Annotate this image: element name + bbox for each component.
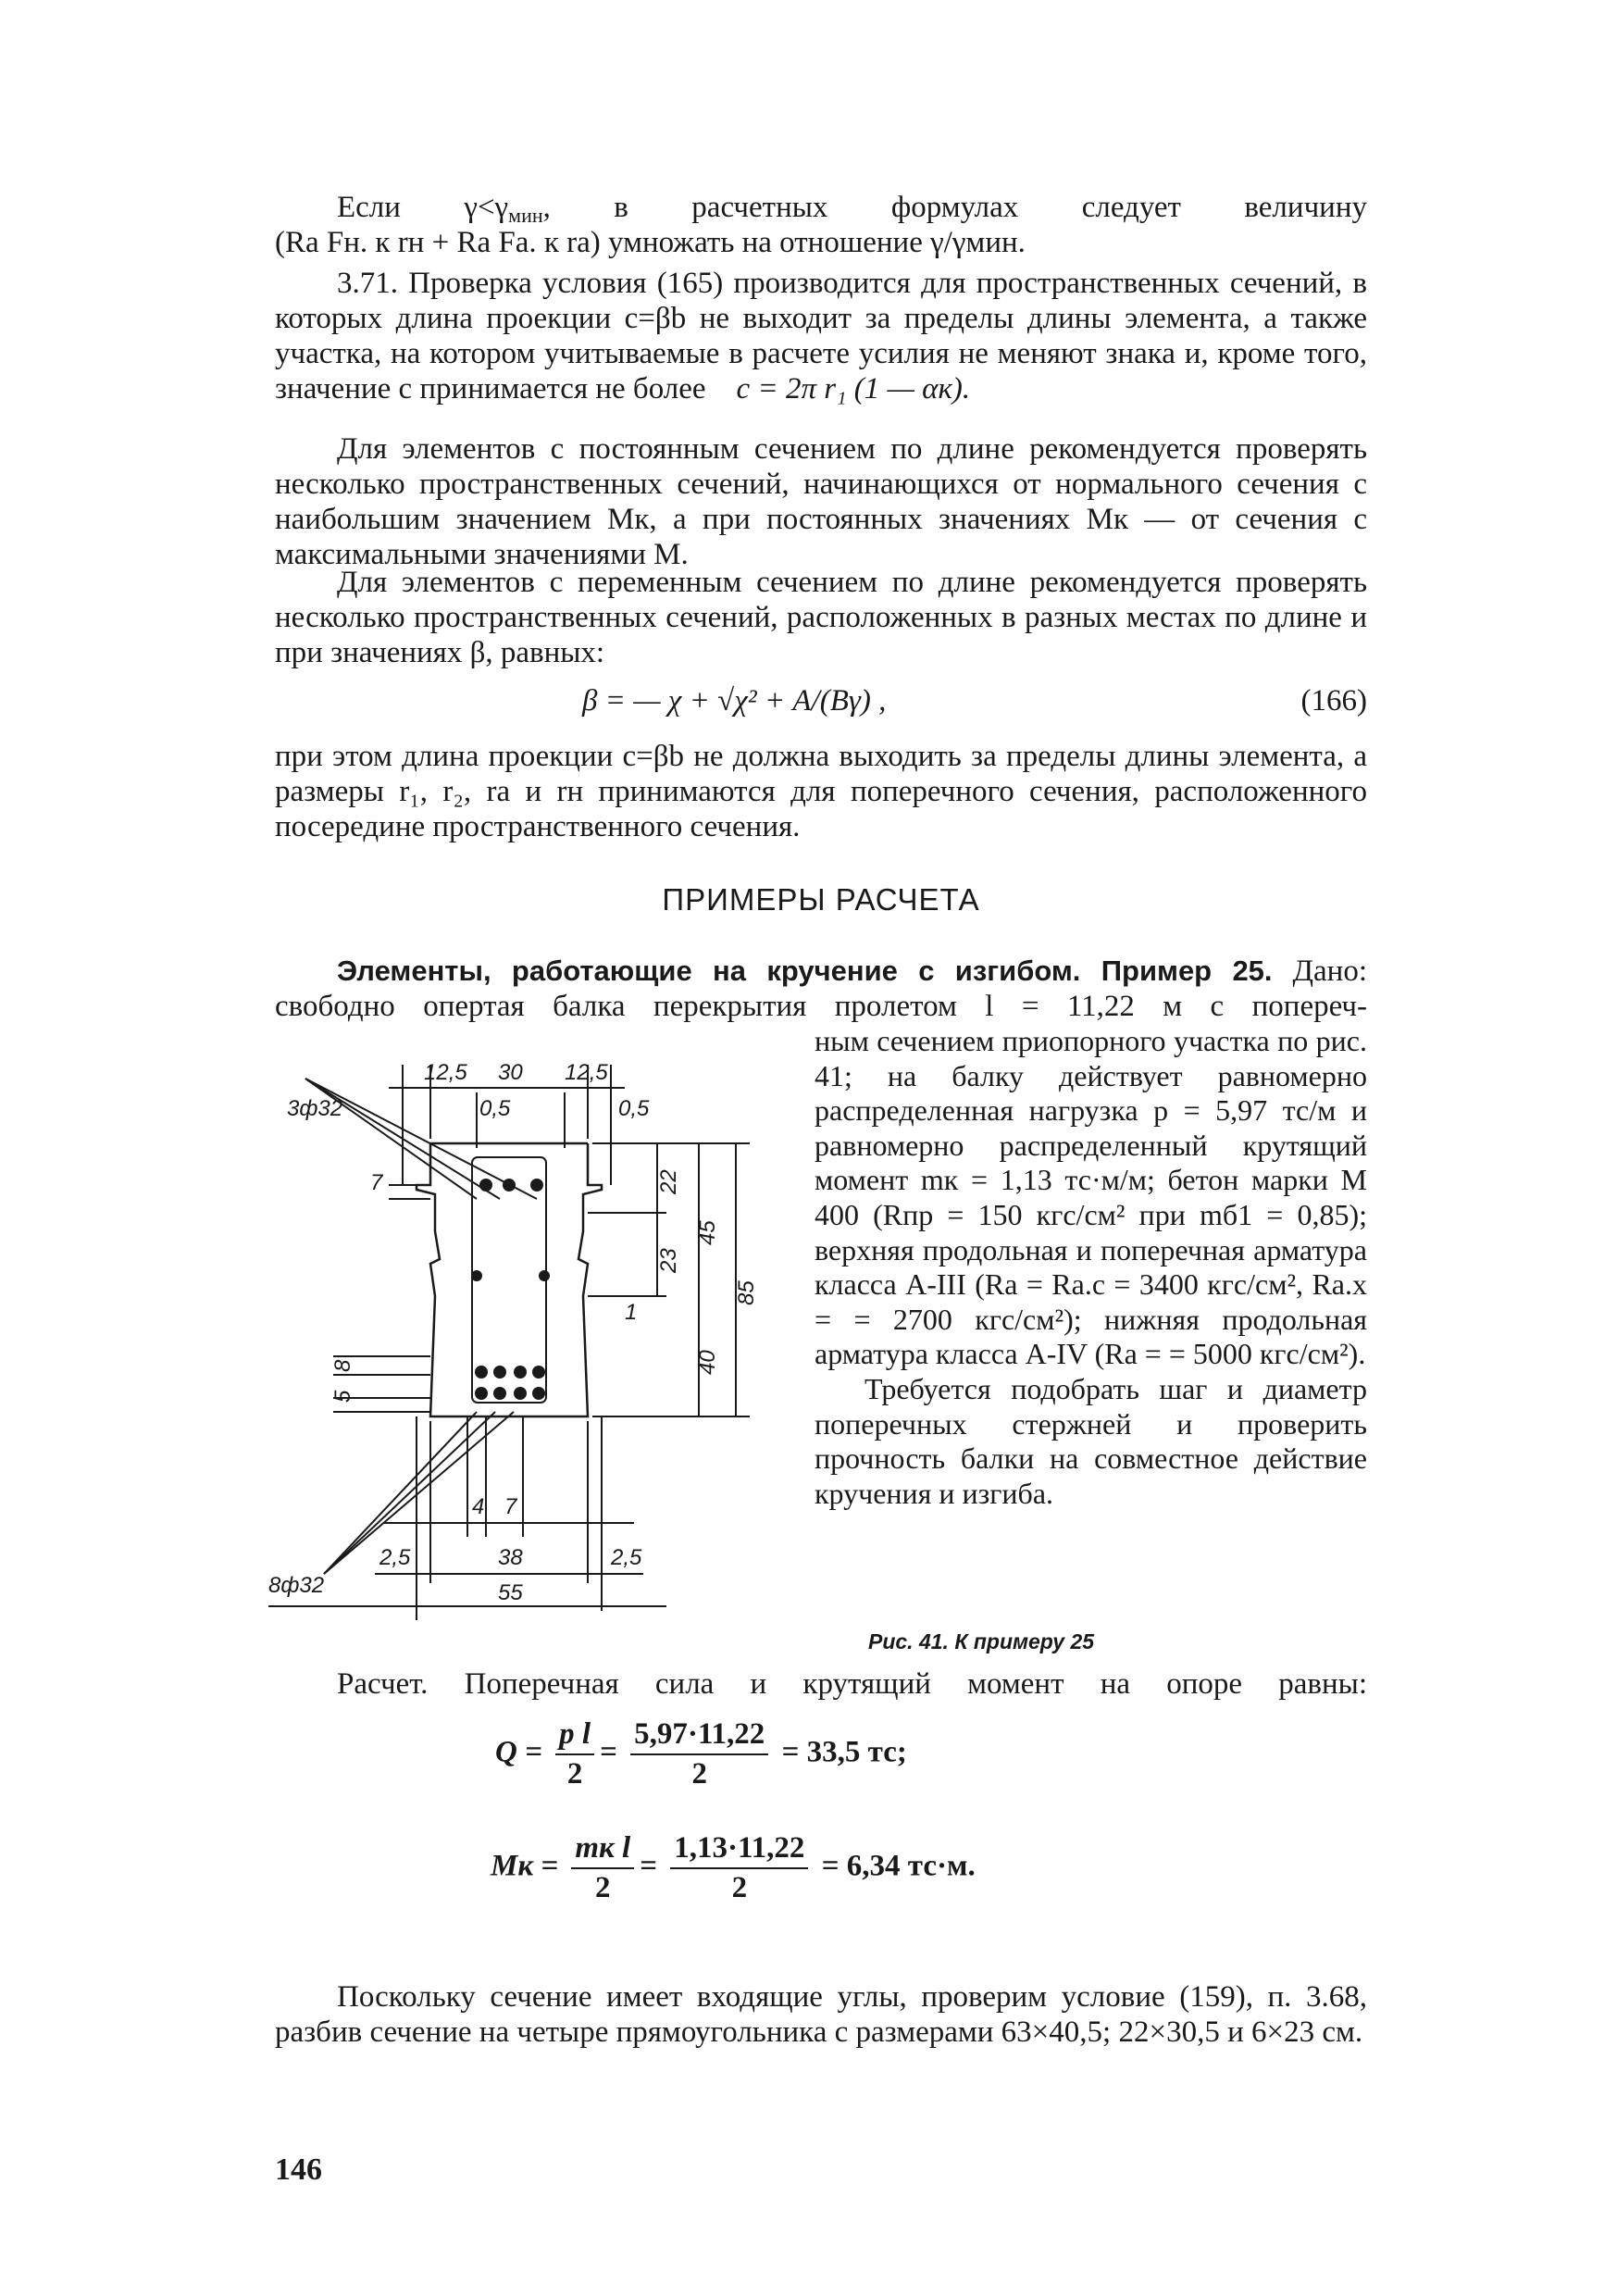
paragraph-projection — [275, 739, 1367, 844]
fraction — [670, 1831, 808, 1905]
equation-formula: β = — χ + √χ² + A/(Bγ) , — [582, 684, 887, 718]
equation-lhs: Q = — [495, 1735, 542, 1769]
numerator: 5,97·11,22 — [630, 1717, 768, 1755]
dim-label: 40 — [695, 1350, 720, 1375]
dim-label: 23 — [656, 1248, 681, 1273]
fraction — [555, 1717, 594, 1791]
rebar-label-top: 3ф32 — [287, 1096, 343, 1121]
text-line: свободно опертая балка перекрытия пролетом l = 11,22 м с попереч- — [275, 990, 1367, 1023]
equation-lhs: Mк = — [491, 1849, 559, 1883]
dim-label: 5 — [330, 1390, 355, 1403]
dim-label: 7 — [504, 1494, 517, 1519]
paragraph-text: ным сечением приопорного участка по рис. 41; на балку действует равномерно распределенная нагрузка p = 5,97 тс/м и равномерно распределенный крутящий момент mк = 1,13 тс·м/м; бетон марки М 400 (Rпр = 150 кгс/см² при mб1 = 0,85); верхняя продольная и поперечная арматура класса A-III (Rа = Rа.с = 3400 кгс/см², Rа.х = = 2700 кгс/см²); нижняя продольная арматура класса A-IV (Rа = = 5000 кгс/см²). — [815, 1024, 1367, 1371]
equation-q: Q = $\frac{\text{p l}}{2}$ = $\frac{5,97\cdot 11,22}{2}$ = 33,5 тс; — [495, 1717, 907, 1791]
section-heading: ПРИМЕРЫ РАСЧЕТА — [662, 882, 980, 917]
paragraph-constant-section — [275, 431, 1367, 572]
example-25-intro — [275, 954, 1367, 1024]
text-line: Дано: — [1272, 955, 1367, 988]
dim-label: 0,5 — [618, 1096, 650, 1121]
denominator: 2 — [691, 1757, 707, 1791]
subscript: мин — [508, 204, 543, 227]
equation-result: = 33,5 тс; — [781, 1735, 907, 1769]
calculation-intro — [275, 1666, 1367, 1702]
dim-label: 1 — [625, 1300, 638, 1325]
dim-label: 7 — [370, 1170, 383, 1195]
text-line: Расчет. Поперечная сила и крутящий момент на опоре равны: — [337, 1667, 1367, 1701]
paragraph-gamma — [275, 190, 1367, 260]
dim-label: 2,5 — [611, 1545, 642, 1570]
paragraph-text: Требуется подобрать шаг и диаметр поперечных стержней и проверить прочность балки на совместное действие кручения и изгиба. — [815, 1371, 1367, 1510]
equation-number: (166) — [1300, 684, 1367, 718]
page-number: 146 — [275, 2152, 322, 2187]
inline-formula: c = 2π r₁ (1 — αк). — [736, 372, 971, 406]
equation-result: = 6,34 тс·м. — [821, 1849, 976, 1883]
dim-label: 0,5 — [479, 1096, 511, 1121]
paragraph-text: Поскольку сечение имеет входящие углы, проверим условие (159), п. 3.68, разбив сечение на четыре прямоугольника с размерами 63×40,5; 22×30,5 и 6×23 см. — [275, 1980, 1367, 2049]
denominator: 2 — [566, 1757, 583, 1791]
paragraph-text: Для элементов с переменным сечением по длине рекомендуется проверять несколько пространственных сечений, расположенных в разных местах по длине и при значениях β, равных: — [275, 566, 1367, 669]
text-line: Если γ<γ — [337, 191, 509, 224]
dim-label: 12,5 — [424, 1060, 467, 1085]
denominator: 2 — [731, 1871, 748, 1904]
fraction — [630, 1717, 768, 1791]
text-line: , в расчетных формулах следует величину — [542, 191, 1367, 224]
dim-label: 4 — [472, 1494, 485, 1519]
dim-label: 2,5 — [379, 1545, 411, 1570]
dim-label: 38 — [498, 1545, 523, 1570]
dim-label: 45 — [695, 1220, 720, 1245]
paragraph-variable-section — [275, 565, 1367, 670]
dim-label: 12,5 — [565, 1060, 608, 1085]
paragraph-text: при этом длина проекции c=βb не должна выходить за пределы длины элемента, а размеры r₁, r₂, rа и rн принимаются для поперечного сечения, расположенного посередине пространственного сечения. — [275, 740, 1367, 843]
equation-m: Mк = $\frac{\text{mк l}}{2}$ = $\frac{1,13\cdot 11,22}{2}$ = 6,34 тс·м. — [491, 1831, 976, 1904]
dim-label: 85 — [734, 1280, 759, 1305]
dim-label: 30 — [498, 1060, 523, 1085]
example-title: Элементы, работающие на кручение с изгибом. Пример 25. — [337, 955, 1273, 987]
text-line: (Rа Fн. к rн + Rа Fа. к rа) умножать на отношение γ/γмин. — [275, 226, 1026, 259]
equation-166 — [275, 683, 1367, 720]
dim-label: 22 — [656, 1169, 681, 1194]
dim-label: 55 — [498, 1580, 523, 1605]
paragraph-text: Для элементов с постоянным сечением по длине рекомендуется проверять несколько пространственных сечений, начинающихся от нормального сечения с наибольшим значением Mк, а при постоянных значениях Mк — от сечения с максимальными значениями M. — [275, 432, 1367, 571]
numerator: p l — [555, 1717, 594, 1755]
denominator: 2 — [595, 1871, 611, 1904]
paragraph-3-71 — [275, 266, 1367, 406]
paragraph-rectangles — [275, 1979, 1367, 2050]
fraction — [571, 1831, 634, 1905]
figure-caption: Рис. 41. К примеру 25 — [868, 1629, 1095, 1653]
paragraph-text: 3.71. Проверка условия (165) производится для пространственных сечений, в которых длина проекции c=βb не выходит за пределы длины элемента, а также участка, на котором учитываемые в расчете усилия не меняют знака и, кроме того, значение c принимается не более — [275, 267, 1367, 406]
figure-41-beam-section — [268, 1046, 805, 1629]
rebar-label-bottom: 8ф32 — [268, 1573, 325, 1598]
numerator: 1,13·11,22 — [670, 1831, 808, 1869]
dim-label: 8 — [330, 1359, 355, 1372]
numerator: mк l — [571, 1831, 634, 1869]
example-25-conditions — [815, 1024, 1367, 1511]
